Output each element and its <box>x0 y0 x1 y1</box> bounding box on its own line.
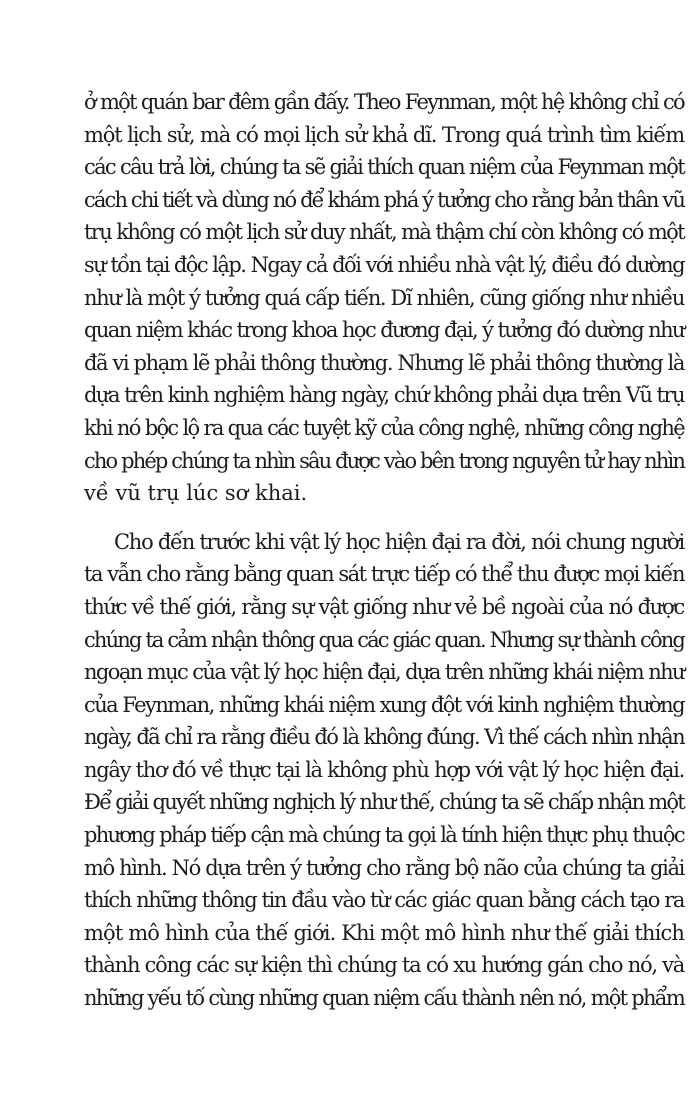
text-line: của Feynman, những khái niệm xung đột với kinh nghiệm thường <box>84 692 684 717</box>
text-line: khi nó bộc lộ ra qua các tuyệt kỹ của công nghệ, những công nghệ <box>84 415 684 440</box>
text-line: ở một quán bar đêm gần đấy. Theo Feynman, một hệ không chỉ có <box>84 90 684 114</box>
text-line: thức về thế giới, rằng sự vật giống như vẻ bề ngoài của nó được <box>84 594 684 619</box>
text-line: quan niệm khác trong khoa học đương đại, ý tưởng đó dường như <box>84 318 684 343</box>
text-line: một lịch sử, mà có mọi lịch sử khả dĩ. Trong quá trình tìm kiếm <box>84 122 684 147</box>
text-line: các câu trả lời, chúng ta sẽ giải thích quan niệm của Feynman một <box>84 155 684 180</box>
text-line: ta vẫn cho rằng bằng quan sát trực tiếp có thể thu được mọi kiến <box>84 562 684 587</box>
text-line: phương pháp tiếp cận mà chúng ta gọi là tính hiện thực phụ thuộc <box>84 823 684 848</box>
text-line: ngày, đã chỉ ra rằng điều đó là không đúng. Vì thế cách nhìn nhận <box>84 725 685 750</box>
text-line: đã vi phạm lẽ phải thông thường. Nhưng lẽ phải thông thường là <box>84 350 684 375</box>
text-line: Để giải quyết những nghịch lý như thế, chúng ta sẽ chấp nhận một <box>84 790 684 815</box>
text-line: ngoạn mục của vật lý học hiện đại, dựa trên những khái niệm như <box>84 660 684 685</box>
text-line: trụ không có một lịch sử duy nhất, mà thậm chí còn không có một <box>84 220 684 245</box>
text-line: Cho đến trước khi vật lý học hiện đại ra đời, nói chung người <box>114 529 684 554</box>
text-line: dựa trên kinh nghiệm hàng ngày, chứ không phải dựa trên Vũ trụ <box>84 383 684 408</box>
text-line: thành công các sự kiện thì chúng ta có xu hướng gán cho nó, và <box>84 953 684 978</box>
text-line: ngây thơ đó về thực tại là không phù hợp với vật lý học hiện đại. <box>84 757 684 782</box>
paragraph-gap <box>84 510 684 526</box>
text-line: một mô hình của thế giới. Khi một mô hình như thế giải thích <box>84 920 684 945</box>
text-line: những yếu tố cùng những quan niệm cấu thành nên nó, một phẩm <box>84 986 684 1011</box>
text-line: chúng ta cảm nhận thông qua các giác quan. Nhưng sự thành công <box>84 627 684 652</box>
text-line: như là một ý tưởng quá cấp tiến. Dĩ nhiên, cũng giống như nhiều <box>84 285 684 310</box>
text-line: sự tồn tại độc lập. Ngay cả đối với nhiều nhà vật lý, điều đó dường <box>84 252 685 277</box>
text-line: về vũ trụ lúc sơ khai. <box>84 481 308 506</box>
text-line: cách chi tiết và dùng nó để khám phá ý tưởng cho rằng bản thân vũ <box>84 187 684 212</box>
text-line: thích những thông tin đầu vào từ các giác quan bằng cách tạo ra <box>84 888 684 913</box>
paragraph-1 <box>84 86 684 510</box>
text-line: mô hình. Nó dựa trên ý tưởng cho rằng bộ não của chúng ta giải <box>84 855 684 880</box>
text-line: cho phép chúng ta nhìn sâu được vào bên trong nguyên tử hay nhìn <box>84 448 684 473</box>
body-text <box>84 86 684 1015</box>
paragraph-2 <box>84 526 684 1015</box>
